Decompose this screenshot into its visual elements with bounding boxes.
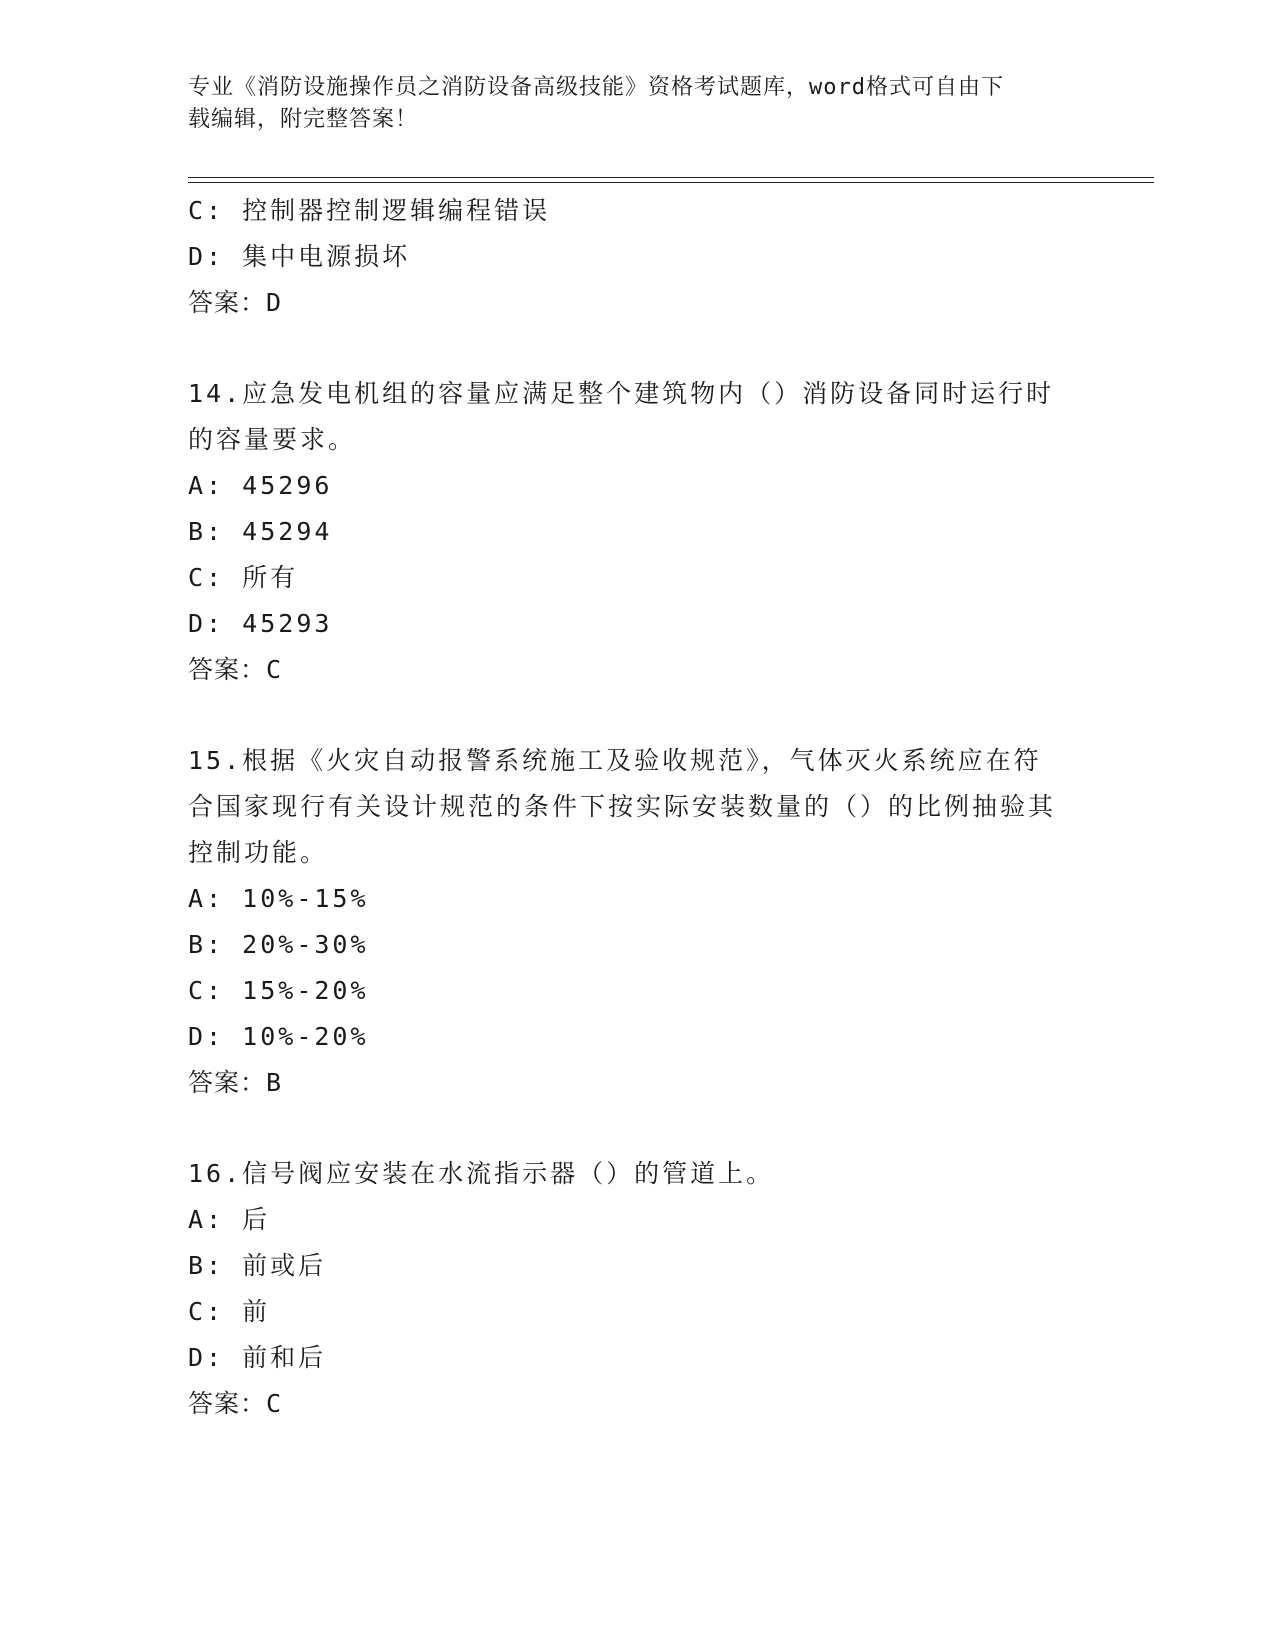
header-line-2: 载编辑，附完整答案！ bbox=[188, 107, 419, 132]
option-a: A: 10%-15% bbox=[188, 884, 369, 913]
header-divider-bottom bbox=[188, 182, 1154, 183]
question-16 bbox=[188, 1151, 1088, 1427]
header-line-1: 专业《消防设施操作员之消防设备高级技能》资格考试题库，word格式可自由下 bbox=[188, 75, 1004, 100]
question-stem: 14.应急发电机组的容量应满足整个建筑物内（）消防设备同时运行时的容量要求。 bbox=[188, 379, 1055, 454]
option-b: B: 20%-30% bbox=[188, 930, 369, 959]
document-header bbox=[188, 72, 1068, 136]
option-c: C: 控制器控制逻辑编程错误 bbox=[188, 196, 551, 225]
question-13-continued bbox=[188, 188, 1088, 326]
option-a: A: 后 bbox=[188, 1205, 271, 1234]
option-d: D: 45293 bbox=[188, 609, 333, 638]
answer-line: 答案：C bbox=[188, 1389, 283, 1418]
option-b: B: 45294 bbox=[188, 517, 333, 546]
answer-line: 答案：D bbox=[188, 288, 283, 317]
option-c: C: 前 bbox=[188, 1297, 271, 1326]
option-c: C: 15%-20% bbox=[188, 976, 369, 1005]
question-list bbox=[188, 188, 1088, 1427]
option-d: D: 前和后 bbox=[188, 1343, 327, 1372]
option-d: D: 10%-20% bbox=[188, 1022, 369, 1051]
question-stem: 15.根据《火灾自动报警系统施工及验收规范》，气体灭火系统应在符合国家现行有关设计规范的条件下按实际安装数量的（）的比例抽验其控制功能。 bbox=[188, 746, 1057, 867]
option-b: B: 前或后 bbox=[188, 1251, 327, 1280]
answer-line: 答案：C bbox=[188, 655, 283, 684]
option-d: D: 集中电源损坏 bbox=[188, 242, 411, 271]
header-divider-top bbox=[188, 177, 1154, 178]
option-c: C: 所有 bbox=[188, 563, 299, 592]
question-15 bbox=[188, 738, 1088, 1106]
question-14 bbox=[188, 371, 1088, 693]
answer-line: 答案：B bbox=[188, 1068, 283, 1097]
option-a: A: 45296 bbox=[188, 471, 333, 500]
question-stem: 16.信号阀应安装在水流指示器（）的管道上。 bbox=[188, 1159, 775, 1188]
